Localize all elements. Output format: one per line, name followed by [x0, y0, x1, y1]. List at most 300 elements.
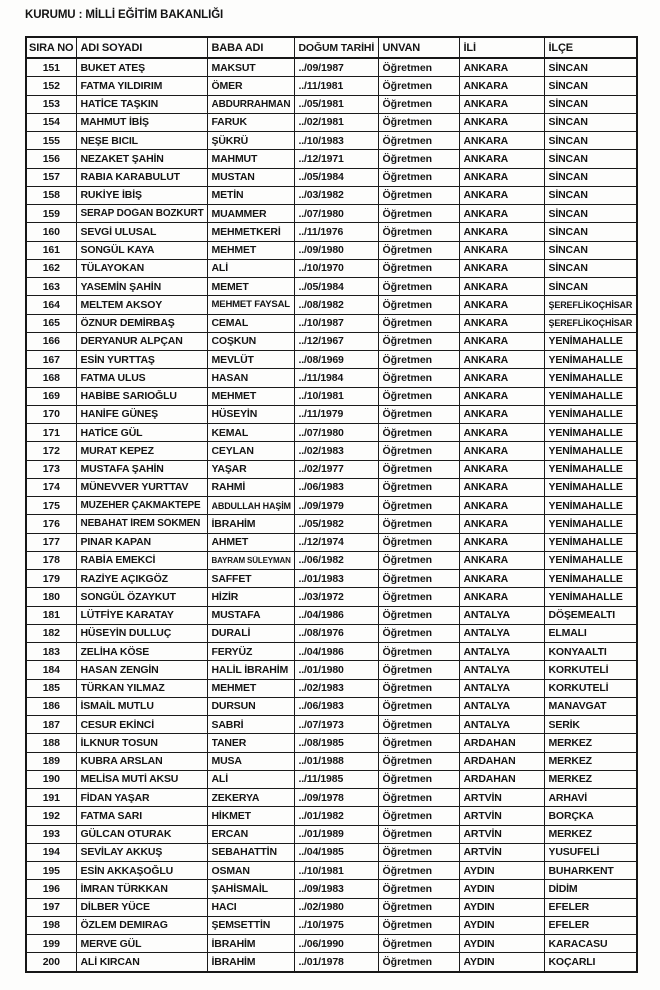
cell-baba_adi: MAHMUT	[207, 150, 294, 168]
cell-sira_no: 163	[26, 278, 76, 296]
cell-ilce: YENİMAHALLE	[544, 405, 637, 423]
cell-ilce: YENİMAHALLE	[544, 551, 637, 569]
cell-sira_no: 197	[26, 898, 76, 916]
cell-ilce: YENİMAHALLE	[544, 515, 637, 533]
cell-ilce: EFELER	[544, 898, 637, 916]
cell-dogum_tarihi: ../06/1982	[294, 551, 378, 569]
cell-ili: ANTALYA	[459, 643, 544, 661]
cell-unvan: Öğretmen	[378, 351, 459, 369]
cell-adi_soyadi: HABİBE SARIOĞLU	[76, 387, 207, 405]
cell-adi_soyadi: BUKET ATEŞ	[76, 58, 207, 77]
cell-dogum_tarihi: ../08/1985	[294, 734, 378, 752]
cell-baba_adi: COŞKUN	[207, 332, 294, 350]
cell-baba_adi: HALİL İBRAHİM	[207, 661, 294, 679]
cell-dogum_tarihi: ../11/1979	[294, 405, 378, 423]
table-row	[26, 278, 637, 296]
cell-adi_soyadi: HASAN ZENGİN	[76, 661, 207, 679]
cell-ili: ANKARA	[459, 278, 544, 296]
cell-dogum_tarihi: ../02/1980	[294, 898, 378, 916]
cell-baba_adi: DURALİ	[207, 624, 294, 642]
cell-unvan: Öğretmen	[378, 661, 459, 679]
cell-ilce: SİNCAN	[544, 132, 637, 150]
cell-unvan: Öğretmen	[378, 770, 459, 788]
cell-baba_adi: AHMET	[207, 533, 294, 551]
cell-dogum_tarihi: ../11/1976	[294, 223, 378, 241]
cell-ili: ANKARA	[459, 223, 544, 241]
cell-adi_soyadi: FATMA ULUS	[76, 369, 207, 387]
document-title: KURUMU : MİLLİ EĞİTİM BAKANLIĞI	[25, 9, 224, 21]
cell-baba_adi: YAŞAR	[207, 460, 294, 478]
cell-dogum_tarihi: ../10/1983	[294, 132, 378, 150]
cell-dogum_tarihi: ../07/1973	[294, 716, 378, 734]
cell-sira_no: 162	[26, 259, 76, 277]
cell-ilce: YENİMAHALLE	[544, 588, 637, 606]
cell-adi_soyadi: DERYANUR ALPÇAN	[76, 332, 207, 350]
cell-sira_no: 192	[26, 807, 76, 825]
table-row	[26, 953, 637, 972]
cell-baba_adi: ALİ	[207, 259, 294, 277]
cell-dogum_tarihi: ../08/1982	[294, 296, 378, 314]
cell-unvan: Öğretmen	[378, 460, 459, 478]
table-row	[26, 95, 637, 113]
cell-ili: ANKARA	[459, 570, 544, 588]
table-row	[26, 935, 637, 953]
cell-ilce: BUHARKENT	[544, 862, 637, 880]
cell-adi_soyadi: SEVİLAY AKKUŞ	[76, 843, 207, 861]
table-row	[26, 770, 637, 788]
cell-sira_no: 200	[26, 953, 76, 972]
cell-sira_no: 161	[26, 241, 76, 259]
cell-sira_no: 199	[26, 935, 76, 953]
cell-dogum_tarihi: ../05/1984	[294, 278, 378, 296]
table-row	[26, 807, 637, 825]
cell-unvan: Öğretmen	[378, 205, 459, 223]
cell-ili: ANKARA	[459, 332, 544, 350]
table-row	[26, 58, 637, 77]
cell-ili: ANTALYA	[459, 661, 544, 679]
cell-unvan: Öğretmen	[378, 679, 459, 697]
cell-sira_no: 157	[26, 168, 76, 186]
cell-ilce: MERKEZ	[544, 734, 637, 752]
cell-adi_soyadi: TÜRKAN YILMAZ	[76, 679, 207, 697]
cell-adi_soyadi: MURAT KEPEZ	[76, 442, 207, 460]
cell-unvan: Öğretmen	[378, 606, 459, 624]
table-row	[26, 205, 637, 223]
cell-unvan: Öğretmen	[378, 58, 459, 77]
cell-unvan: Öğretmen	[378, 369, 459, 387]
cell-baba_adi: ŞAHİSMAİL	[207, 880, 294, 898]
cell-baba_adi: OSMAN	[207, 862, 294, 880]
table-row	[26, 551, 637, 569]
cell-ili: ANKARA	[459, 460, 544, 478]
table-body	[26, 58, 637, 972]
cell-ilce: YENİMAHALLE	[544, 387, 637, 405]
cell-adi_soyadi: NEBAHAT İREM SÖKMEN	[76, 515, 207, 533]
cell-ili: ANKARA	[459, 168, 544, 186]
cell-ilce: BORÇKA	[544, 807, 637, 825]
cell-ilce: KARACASU	[544, 935, 637, 953]
table-row	[26, 387, 637, 405]
cell-unvan: Öğretmen	[378, 916, 459, 934]
cell-adi_soyadi: RAZİYE AÇIKGÖZ	[76, 570, 207, 588]
cell-sira_no: 182	[26, 624, 76, 642]
cell-baba_adi: İBRAHİM	[207, 953, 294, 972]
cell-sira_no: 191	[26, 789, 76, 807]
cell-ilce: MERKEZ	[544, 770, 637, 788]
cell-ilce: SİNCAN	[544, 113, 637, 131]
cell-ilce: SİNCAN	[544, 205, 637, 223]
cell-ili: ANKARA	[459, 150, 544, 168]
cell-unvan: Öğretmen	[378, 405, 459, 423]
cell-adi_soyadi: MÜNEVVER YURTTAV	[76, 478, 207, 496]
cell-ili: ANKARA	[459, 205, 544, 223]
cell-baba_adi: HİKMET	[207, 807, 294, 825]
table-row	[26, 405, 637, 423]
cell-adi_soyadi: NEZAKET ŞAHİN	[76, 150, 207, 168]
cell-sira_no: 178	[26, 551, 76, 569]
cell-dogum_tarihi: ../10/1970	[294, 259, 378, 277]
cell-ili: ANKARA	[459, 533, 544, 551]
cell-unvan: Öğretmen	[378, 643, 459, 661]
cell-dogum_tarihi: ../07/1980	[294, 205, 378, 223]
cell-baba_adi: DURSUN	[207, 697, 294, 715]
table-row	[26, 424, 637, 442]
cell-ili: ANKARA	[459, 77, 544, 95]
cell-baba_adi: HACI	[207, 898, 294, 916]
cell-unvan: Öğretmen	[378, 296, 459, 314]
cell-ili: ANKARA	[459, 259, 544, 277]
cell-sira_no: 156	[26, 150, 76, 168]
cell-unvan: Öğretmen	[378, 716, 459, 734]
table-row	[26, 515, 637, 533]
cell-ilce: YENİMAHALLE	[544, 478, 637, 496]
cell-ili: ANKARA	[459, 241, 544, 259]
cell-baba_adi: ABDURRAHMAN	[207, 95, 294, 113]
cell-dogum_tarihi: ../01/1978	[294, 953, 378, 972]
cell-dogum_tarihi: ../08/1976	[294, 624, 378, 642]
cell-baba_adi: İBRAHİM	[207, 935, 294, 953]
cell-baba_adi: ABDULLAH HAŞİM	[207, 497, 294, 515]
cell-adi_soyadi: RABIA KARABULUT	[76, 168, 207, 186]
cell-unvan: Öğretmen	[378, 533, 459, 551]
cell-ilce: KONYAALTI	[544, 643, 637, 661]
cell-ilce: YENİMAHALLE	[544, 533, 637, 551]
column-header-ilce: İLÇE	[544, 37, 637, 58]
cell-sira_no: 155	[26, 132, 76, 150]
cell-baba_adi: MEHMET FAYSAL	[207, 296, 294, 314]
table-row	[26, 916, 637, 934]
cell-unvan: Öğretmen	[378, 515, 459, 533]
cell-unvan: Öğretmen	[378, 898, 459, 916]
cell-ilce: YENİMAHALLE	[544, 332, 637, 350]
cell-ilce: MANAVGAT	[544, 697, 637, 715]
cell-sira_no: 183	[26, 643, 76, 661]
cell-ili: ANKARA	[459, 132, 544, 150]
cell-baba_adi: MEHMET	[207, 679, 294, 697]
cell-baba_adi: FERYÜZ	[207, 643, 294, 661]
table-row	[26, 843, 637, 861]
cell-adi_soyadi: DİLBER YÜCE	[76, 898, 207, 916]
table-row	[26, 588, 637, 606]
cell-adi_soyadi: ZELİHA KÖSE	[76, 643, 207, 661]
cell-ili: ANTALYA	[459, 679, 544, 697]
cell-ili: ANKARA	[459, 95, 544, 113]
cell-adi_soyadi: MUSTAFA ŞAHİN	[76, 460, 207, 478]
cell-dogum_tarihi: ../04/1985	[294, 843, 378, 861]
table-row	[26, 734, 637, 752]
cell-ili: ANKARA	[459, 588, 544, 606]
cell-dogum_tarihi: ../10/1975	[294, 916, 378, 934]
cell-ilce: YENİMAHALLE	[544, 497, 637, 515]
cell-ilce: SİNCAN	[544, 186, 637, 204]
cell-adi_soyadi: FİDAN YAŞAR	[76, 789, 207, 807]
cell-ili: AYDIN	[459, 898, 544, 916]
cell-unvan: Öğretmen	[378, 807, 459, 825]
cell-unvan: Öğretmen	[378, 843, 459, 861]
table-row	[26, 77, 637, 95]
cell-adi_soyadi: HATİCE GÜL	[76, 424, 207, 442]
cell-adi_soyadi: FATMA YILDIRIM	[76, 77, 207, 95]
table-header	[26, 37, 637, 58]
cell-ili: ANKARA	[459, 497, 544, 515]
cell-dogum_tarihi: ../09/1979	[294, 497, 378, 515]
cell-ili: ANKARA	[459, 387, 544, 405]
table-row	[26, 460, 637, 478]
cell-adi_soyadi: FATMA SARI	[76, 807, 207, 825]
cell-adi_soyadi: KUBRA ARSLAN	[76, 752, 207, 770]
cell-sira_no: 170	[26, 405, 76, 423]
cell-unvan: Öğretmen	[378, 113, 459, 131]
cell-baba_adi: CEYLAN	[207, 442, 294, 460]
cell-unvan: Öğretmen	[378, 497, 459, 515]
cell-adi_soyadi: LÜTFİYE KARATAY	[76, 606, 207, 624]
cell-dogum_tarihi: ../11/1981	[294, 77, 378, 95]
cell-ili: ANKARA	[459, 442, 544, 460]
cell-ili: ARDAHAN	[459, 770, 544, 788]
cell-adi_soyadi: HÜSEYİN DULLUÇ	[76, 624, 207, 642]
cell-ilce: ŞEREFLİKOÇHİSAR	[544, 296, 637, 314]
cell-unvan: Öğretmen	[378, 588, 459, 606]
cell-unvan: Öğretmen	[378, 241, 459, 259]
cell-unvan: Öğretmen	[378, 424, 459, 442]
table-row	[26, 533, 637, 551]
cell-adi_soyadi: TÜLAYOKAN	[76, 259, 207, 277]
cell-sira_no: 188	[26, 734, 76, 752]
cell-sira_no: 194	[26, 843, 76, 861]
cell-baba_adi: SEBAHATTİN	[207, 843, 294, 861]
cell-dogum_tarihi: ../04/1986	[294, 606, 378, 624]
table-row	[26, 661, 637, 679]
table-row	[26, 150, 637, 168]
cell-ili: ANKARA	[459, 405, 544, 423]
cell-dogum_tarihi: ../12/1967	[294, 332, 378, 350]
cell-adi_soyadi: SEVGİ ULUSAL	[76, 223, 207, 241]
cell-unvan: Öğretmen	[378, 825, 459, 843]
cell-baba_adi: MEHMET	[207, 241, 294, 259]
cell-dogum_tarihi: ../05/1984	[294, 168, 378, 186]
cell-baba_adi: BAYRAM SÜLEYMAN	[207, 551, 294, 569]
cell-adi_soyadi: ÖZNUR DEMİRBAŞ	[76, 314, 207, 332]
table-row	[26, 332, 637, 350]
table-row	[26, 862, 637, 880]
table-row	[26, 825, 637, 843]
cell-ili: AYDIN	[459, 935, 544, 953]
cell-ili: ARDAHAN	[459, 734, 544, 752]
cell-ilce: YENİMAHALLE	[544, 570, 637, 588]
table-row	[26, 570, 637, 588]
cell-baba_adi: MUSTAFA	[207, 606, 294, 624]
cell-unvan: Öğretmen	[378, 935, 459, 953]
cell-ilce: YENİMAHALLE	[544, 424, 637, 442]
table-header-row	[26, 37, 637, 58]
cell-ilce: SİNCAN	[544, 150, 637, 168]
table-row	[26, 679, 637, 697]
cell-sira_no: 166	[26, 332, 76, 350]
cell-adi_soyadi: ÖZLEM DEMIRAG	[76, 916, 207, 934]
cell-dogum_tarihi: ../10/1981	[294, 387, 378, 405]
cell-unvan: Öğretmen	[378, 223, 459, 241]
cell-ilce: SİNCAN	[544, 58, 637, 77]
column-header-unvan: UNVAN	[378, 37, 459, 58]
column-header-sira_no: SIRA NO	[26, 37, 76, 58]
cell-adi_soyadi: MELTEM AKSOY	[76, 296, 207, 314]
cell-dogum_tarihi: ../12/1974	[294, 533, 378, 551]
table-row	[26, 880, 637, 898]
cell-dogum_tarihi: ../05/1982	[294, 515, 378, 533]
cell-sira_no: 189	[26, 752, 76, 770]
table-row	[26, 314, 637, 332]
cell-dogum_tarihi: ../03/1982	[294, 186, 378, 204]
cell-sira_no: 187	[26, 716, 76, 734]
cell-adi_soyadi: PINAR KAPAN	[76, 533, 207, 551]
cell-dogum_tarihi: ../04/1986	[294, 643, 378, 661]
cell-dogum_tarihi: ../02/1983	[294, 679, 378, 697]
cell-ili: ANKARA	[459, 296, 544, 314]
cell-ili: ANTALYA	[459, 624, 544, 642]
cell-baba_adi: İBRAHİM	[207, 515, 294, 533]
cell-ilce: YENİMAHALLE	[544, 460, 637, 478]
cell-adi_soyadi: RABİA EMEKCİ	[76, 551, 207, 569]
cell-ili: ANKARA	[459, 515, 544, 533]
cell-ili: ARTVİN	[459, 807, 544, 825]
cell-dogum_tarihi: ../06/1990	[294, 935, 378, 953]
cell-adi_soyadi: SONGÜL ÖZAYKUT	[76, 588, 207, 606]
cell-sira_no: 195	[26, 862, 76, 880]
cell-unvan: Öğretmen	[378, 624, 459, 642]
cell-ilce: SİNCAN	[544, 241, 637, 259]
cell-adi_soyadi: MÜZEHER ÇAKMAKTEPE	[76, 497, 207, 515]
cell-baba_adi: MEHMET	[207, 387, 294, 405]
table-row	[26, 168, 637, 186]
cell-ilce: YENİMAHALLE	[544, 369, 637, 387]
cell-ili: ANKARA	[459, 314, 544, 332]
cell-baba_adi: METİN	[207, 186, 294, 204]
cell-ilce: YENİMAHALLE	[544, 351, 637, 369]
cell-dogum_tarihi: ../06/1983	[294, 697, 378, 715]
cell-ili: ANTALYA	[459, 716, 544, 734]
cell-ili: ANKARA	[459, 113, 544, 131]
cell-unvan: Öğretmen	[378, 551, 459, 569]
table-row	[26, 789, 637, 807]
cell-adi_soyadi: MERVE GÜL	[76, 935, 207, 953]
cell-ilce: MERKEZ	[544, 825, 637, 843]
cell-dogum_tarihi: ../10/1981	[294, 862, 378, 880]
cell-unvan: Öğretmen	[378, 570, 459, 588]
cell-adi_soyadi: HATİCE TAŞKIN	[76, 95, 207, 113]
cell-adi_soyadi: NEŞE BICIL	[76, 132, 207, 150]
cell-dogum_tarihi: ../09/1980	[294, 241, 378, 259]
cell-sira_no: 176	[26, 515, 76, 533]
table-row	[26, 697, 637, 715]
cell-baba_adi: ŞÜKRÜ	[207, 132, 294, 150]
cell-ili: AYDIN	[459, 953, 544, 972]
cell-ilce: YENİMAHALLE	[544, 442, 637, 460]
cell-adi_soyadi: RUKİYE İBİŞ	[76, 186, 207, 204]
cell-sira_no: 160	[26, 223, 76, 241]
cell-sira_no: 172	[26, 442, 76, 460]
cell-dogum_tarihi: ../01/1983	[294, 570, 378, 588]
cell-baba_adi: MEVLÜT	[207, 351, 294, 369]
table-row	[26, 898, 637, 916]
cell-unvan: Öğretmen	[378, 150, 459, 168]
cell-ilce: KOÇARLI	[544, 953, 637, 972]
table-row	[26, 186, 637, 204]
cell-sira_no: 151	[26, 58, 76, 77]
cell-dogum_tarihi: ../10/1987	[294, 314, 378, 332]
cell-dogum_tarihi: ../02/1983	[294, 442, 378, 460]
cell-baba_adi: SABRİ	[207, 716, 294, 734]
cell-ilce: SİNCAN	[544, 259, 637, 277]
cell-dogum_tarihi: ../09/1978	[294, 789, 378, 807]
cell-dogum_tarihi: ../01/1980	[294, 661, 378, 679]
cell-ili: ANKARA	[459, 424, 544, 442]
cell-ilce: DİDİM	[544, 880, 637, 898]
cell-sira_no: 164	[26, 296, 76, 314]
cell-baba_adi: HİZİR	[207, 588, 294, 606]
cell-adi_soyadi: İSMAİL MUTLU	[76, 697, 207, 715]
cell-unvan: Öğretmen	[378, 478, 459, 496]
column-header-adi_soyadi: ADI SOYADI	[76, 37, 207, 58]
cell-adi_soyadi: MAHMUT İBİŞ	[76, 113, 207, 131]
cell-sira_no: 186	[26, 697, 76, 715]
cell-sira_no: 167	[26, 351, 76, 369]
cell-sira_no: 173	[26, 460, 76, 478]
cell-ili: ANKARA	[459, 369, 544, 387]
cell-sira_no: 171	[26, 424, 76, 442]
cell-ilce: MERKEZ	[544, 752, 637, 770]
cell-dogum_tarihi: ../09/1987	[294, 58, 378, 77]
cell-adi_soyadi: CESUR EKİNCİ	[76, 716, 207, 734]
cell-baba_adi: HASAN	[207, 369, 294, 387]
cell-ilce: KORKUTELİ	[544, 661, 637, 679]
cell-unvan: Öğretmen	[378, 259, 459, 277]
cell-ilce: ARHAVİ	[544, 789, 637, 807]
cell-adi_soyadi: İMRAN TÜRKKAN	[76, 880, 207, 898]
cell-unvan: Öğretmen	[378, 862, 459, 880]
cell-sira_no: 185	[26, 679, 76, 697]
cell-ilce: SİNCAN	[544, 77, 637, 95]
table-row	[26, 606, 637, 624]
cell-ili: ANTALYA	[459, 606, 544, 624]
cell-baba_adi: MUSA	[207, 752, 294, 770]
cell-ilce: EFELER	[544, 916, 637, 934]
cell-unvan: Öğretmen	[378, 734, 459, 752]
table-row	[26, 752, 637, 770]
cell-unvan: Öğretmen	[378, 953, 459, 972]
cell-adi_soyadi: SERAP DOĞAN BOZKURT	[76, 205, 207, 223]
cell-baba_adi: SAFFET	[207, 570, 294, 588]
table-row	[26, 351, 637, 369]
